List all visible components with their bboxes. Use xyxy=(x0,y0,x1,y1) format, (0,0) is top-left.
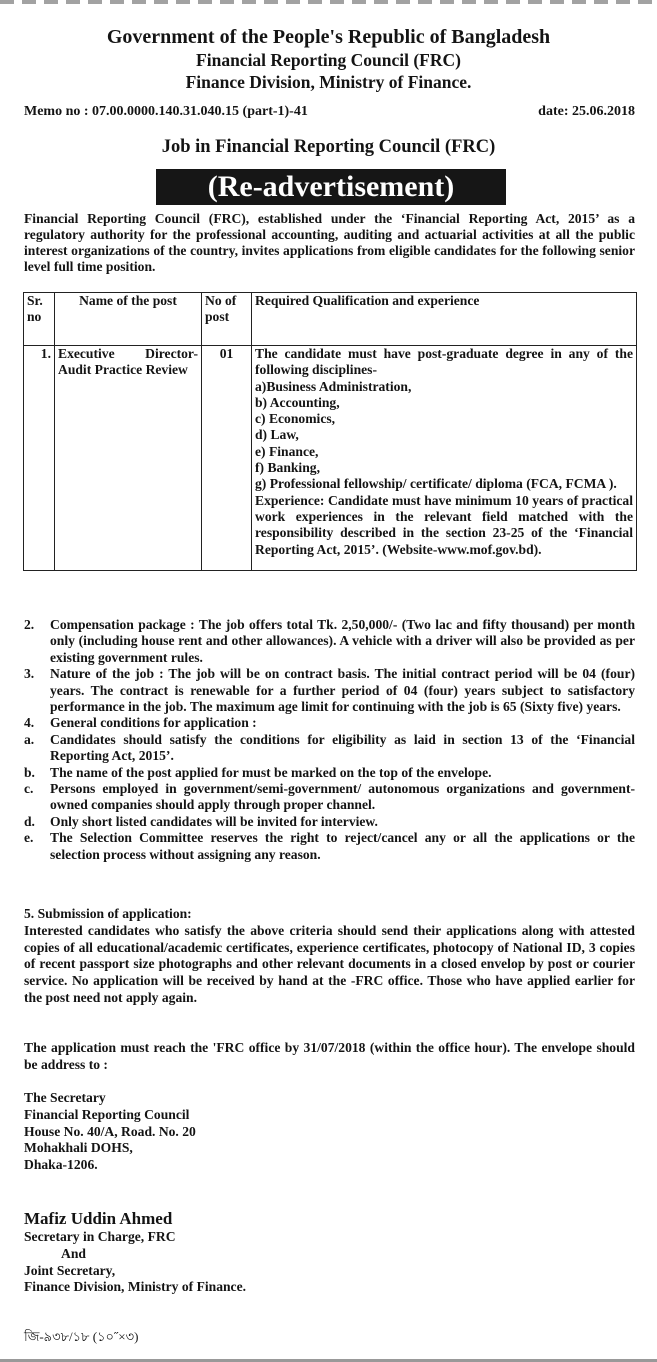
memo-row xyxy=(24,104,635,120)
discipline-b: b) Accounting, xyxy=(255,394,340,410)
list-item: b. The name of the post applied for must be marked on the top of the envelope. xyxy=(24,764,492,780)
memo-date: date: 25.06.2018 xyxy=(538,104,635,119)
deadline-paragraph: The application must reach the 'FRC office by 31/07/2018 (within the office hour). The envelope should be address to : xyxy=(24,1040,635,1072)
discipline-e: e) Finance, xyxy=(255,443,319,459)
row-post-name: Executive Director- Audit Practice Review xyxy=(55,346,202,571)
torn-top-edge xyxy=(0,0,657,4)
signature-block xyxy=(24,1208,246,1296)
submission-section xyxy=(24,906,635,1007)
address-line: Mohakhali DOHS, xyxy=(24,1140,133,1156)
list-item: a. Candidates should satisfy the conditions for eligibility as laid in section 13 of the ‘Financial Reporting Act, 2015’. xyxy=(24,731,635,764)
row-qualification xyxy=(252,346,637,571)
list-item: 2. Compensation package : The job offers total Tk. 2,50,000/- (Two lac and fifty thousand) per month only (including house rent and other allowances). A vehicle with a driver will also be provided as per existing government rules. xyxy=(24,617,635,665)
header-sr: Sr. no xyxy=(24,293,55,346)
submission-heading: 5. Submission of application: xyxy=(24,906,192,921)
signatory-name: Mafiz Uddin Ahmed xyxy=(24,1209,173,1228)
intro-paragraph: Financial Reporting Council (FRC), established under the ‘Financial Reporting Act, 2015’ as a regulatory authority for the professional accounting, auditing and actuarial activities at all the public interest organizations of the country, invites applications from eligible candidates for the following senior level full time position. xyxy=(24,211,635,275)
signatory-line: And xyxy=(61,1245,86,1261)
print-code: জি-৯৩৮/১৮ (১০˝×৩) xyxy=(24,1329,139,1344)
letterhead xyxy=(0,26,657,93)
submission-body: Interested candidates who satisfy the above criteria should send their applications along with attested copies of all educational/academic certificates, experience certificates, photocopy of National ID, 3 copies of recent passport size photographs and other relevant documents in a closed envelop by post or courier service. No application will be received by hand at the -FRC office. Those who have applied earlier for the post need not apply again. xyxy=(24,922,635,1005)
address-line: House No. 40/A, Road. No. 20 xyxy=(24,1123,196,1139)
qualification-intro: The candidate must have post-graduate degree in any of the following disciplines- xyxy=(255,346,633,378)
memo-number: Memo no : 07.00.0000.140.31.040.15 (part-1)-41 xyxy=(24,104,308,119)
discipline-f: f) Banking, xyxy=(255,460,320,476)
discipline-d: d) Law, xyxy=(255,427,299,443)
government-title: Government of the People's Republic of Bangladesh xyxy=(106,26,551,48)
list-item: d. Only short listed candidates will be invited for interview. xyxy=(24,813,378,829)
list-item: 4. General conditions for application : xyxy=(24,715,257,731)
council-title: Financial Reporting Council (FRC) xyxy=(196,50,461,70)
signatory-line: Joint Secretary, xyxy=(24,1262,116,1278)
conditions-list xyxy=(24,617,635,863)
list-item: e. The Selection Committee reserves the right to reject/cancel any or all the applications or the selection process without assigning any reason. xyxy=(24,830,635,862)
readvertisement-banner: (Re-advertisement) xyxy=(156,169,506,205)
signatory-line: Secretary in Charge, FRC xyxy=(24,1229,176,1244)
job-title: Job in Financial Reporting Council (FRC) xyxy=(161,137,496,157)
signatory-line: Finance Division, Ministry of Finance. xyxy=(24,1279,247,1295)
table-header-row xyxy=(24,293,637,346)
header-post-count: No of post xyxy=(202,293,252,346)
post-table xyxy=(23,292,637,571)
row-sr: 1. xyxy=(24,346,55,571)
address-line: Dhaka-1206. xyxy=(24,1157,98,1173)
list-item: c. Persons employed in government/semi-government/ autonomous organizations and government-owned companies should apply through proper channel. xyxy=(24,781,635,813)
discipline-c: c) Economics, xyxy=(255,411,336,427)
discipline-g: g) Professional fellowship/ certificate/ diploma (FCA, FCMA ). xyxy=(255,476,617,492)
division-title: Finance Division, Ministry of Finance. xyxy=(185,72,472,92)
discipline-a: a)Business Administration, xyxy=(255,378,412,394)
address-line: Financial Reporting Council xyxy=(24,1106,190,1122)
mailing-address xyxy=(24,1090,196,1174)
experience-requirement: Experience: Candidate must have minimum 10 years of practical work experiences in the relevant field matched with the responsibility described in the section 23-25 of the ‘Financial Reporting Act, 2015’. (Website-www.mof.gov.bd). xyxy=(255,492,633,557)
address-line: The Secretary xyxy=(24,1090,106,1105)
row-post-count: 01 xyxy=(202,346,252,571)
table-row xyxy=(24,346,637,571)
header-post-name: Name of the post xyxy=(55,293,202,346)
list-item: 3. Nature of the job : The job will be on contract basis. The initial contract period will be 04 (four) years. The contract is renewable for a further period of 04 (four) years subject to satisfactory performance in the job. The maximum age limit for continuing with the job is 65 (Sixty five) years. xyxy=(24,666,635,715)
header-qualification: Required Qualification and experience xyxy=(252,293,637,346)
